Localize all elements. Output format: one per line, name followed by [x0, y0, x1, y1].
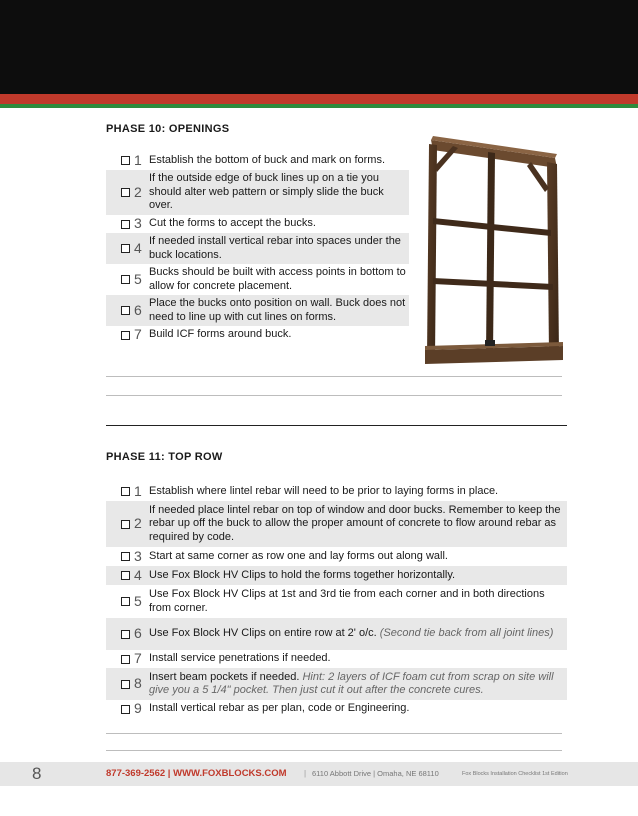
list-item — [106, 264, 409, 295]
header-bar — [0, 0, 638, 94]
notes-line[interactable] — [106, 376, 562, 377]
list-item — [106, 566, 567, 585]
list-item — [106, 215, 409, 233]
item-text: Start at same corner as row one and lay forms out along wall. — [149, 549, 448, 562]
checkbox[interactable] — [106, 220, 134, 229]
checkbox[interactable] — [106, 655, 134, 664]
item-text: If the outside edge of buck lines up on a tie you should alter web pattern or simply slide the buck over. — [149, 172, 384, 212]
checkbox[interactable] — [106, 331, 134, 340]
notes-line[interactable] — [106, 395, 562, 396]
list-item — [106, 585, 567, 618]
item-number: 7 — [134, 326, 142, 343]
item-number: 2 — [134, 183, 142, 200]
item-text: Establish the bottom of buck and mark on forms. — [149, 153, 386, 166]
item-text: Bucks should be built with access points in bottom to allow for concrete placement. — [149, 266, 406, 292]
page-number: 8 — [32, 764, 42, 783]
footer-edition: Fox Blocks Installation Checklist 1st Edition — [462, 771, 568, 777]
checkbox[interactable] — [106, 680, 134, 689]
notes-line[interactable] — [106, 750, 562, 751]
phase11-checklist — [106, 482, 567, 718]
list-item — [106, 482, 567, 501]
list-item — [106, 618, 567, 650]
item-number: 3 — [134, 547, 142, 564]
item-hint: (Second tie back from all joint lines) — [379, 627, 554, 640]
item-hint: Hint: 2 layers of ICF foam cut from scrap on site will give you a 5 1/4" pocket. Then just cut it out after the concrete cures. — [149, 670, 554, 696]
checkbox[interactable] — [106, 244, 134, 253]
item-number: 7 — [134, 650, 142, 667]
item-number: 1 — [134, 482, 142, 499]
item-number: 2 — [134, 515, 142, 532]
notes-line[interactable] — [106, 733, 562, 734]
header-red-stripe — [0, 94, 638, 104]
item-number: 4 — [134, 566, 142, 583]
list-item — [106, 295, 409, 326]
item-text: Establish where lintel rebar will need to be prior to laying forms in place. — [149, 484, 499, 497]
checkbox[interactable] — [106, 156, 134, 165]
footer-address: 6110 Abbott Drive | Omaha, NE 68110 — [312, 769, 439, 778]
checkbox[interactable] — [106, 571, 134, 580]
checkbox[interactable] — [106, 552, 134, 561]
item-number: 9 — [134, 700, 142, 717]
item-text: Install vertical rebar as per plan, code or Engineering. — [149, 702, 410, 715]
phase10-checklist — [106, 151, 409, 344]
section-divider — [106, 425, 567, 426]
item-text: Build ICF forms around buck. — [149, 328, 292, 341]
item-text — [146, 669, 567, 700]
item-text: If needed place lintel rebar on top of window and door bucks. Remember to keep the rebar up off the buck to allow the proper amount of concrete to flow around rebar as required by code. — [149, 503, 561, 543]
checkbox[interactable] — [106, 188, 134, 197]
list-item — [106, 326, 409, 344]
item-text: Use Fox Block HV Clips at 1st and 3rd tie from each corner and in both directions from corner. — [149, 588, 545, 614]
checkbox[interactable] — [106, 520, 134, 529]
checkbox[interactable] — [106, 306, 134, 315]
item-text: Cut the forms to accept the bucks. — [149, 217, 316, 230]
window-buck-illustration — [423, 132, 571, 366]
list-item — [106, 501, 567, 547]
checkbox[interactable] — [106, 597, 134, 606]
footer-separator: | — [304, 769, 307, 778]
item-number: 8 — [134, 675, 142, 692]
phase10-title: PHASE 10: OPENINGS — [106, 123, 230, 135]
item-number: 6 — [134, 625, 142, 642]
item-main-text: Insert beam pockets if needed. — [149, 670, 303, 683]
list-item — [106, 547, 567, 566]
list-item — [106, 700, 567, 718]
item-main-text: Use Fox Block HV Clips on entire row at 2' o/c. — [149, 627, 380, 640]
footer-contact[interactable]: 877-369-2562 | WWW.FOXBLOCKS.COM — [106, 768, 287, 779]
header-green-stripe — [0, 104, 638, 108]
list-item — [106, 668, 567, 700]
item-number: 3 — [134, 215, 142, 232]
item-number: 4 — [134, 239, 142, 256]
item-text: If needed install vertical rebar into spaces under the buck locations. — [149, 235, 401, 261]
checkbox[interactable] — [106, 705, 134, 714]
item-number: 1 — [134, 151, 142, 168]
list-item — [106, 151, 409, 170]
item-number: 6 — [134, 301, 142, 318]
item-text: Place the bucks onto position on wall. Buck does not need to line up with cut lines on forms. — [149, 297, 406, 323]
item-text — [146, 625, 553, 643]
checkbox[interactable] — [106, 487, 134, 496]
item-text: Use Fox Block HV Clips to hold the forms together horizontally. — [149, 568, 456, 581]
item-number: 5 — [134, 592, 142, 609]
list-item — [106, 233, 409, 264]
phase11-title: PHASE 11: TOP ROW — [106, 451, 223, 463]
list-item — [106, 170, 409, 215]
list-item — [106, 650, 567, 668]
checkbox[interactable] — [106, 275, 134, 284]
item-number: 5 — [134, 270, 142, 287]
checkbox[interactable] — [106, 630, 134, 639]
item-text: Install service penetrations if needed. — [149, 652, 331, 665]
